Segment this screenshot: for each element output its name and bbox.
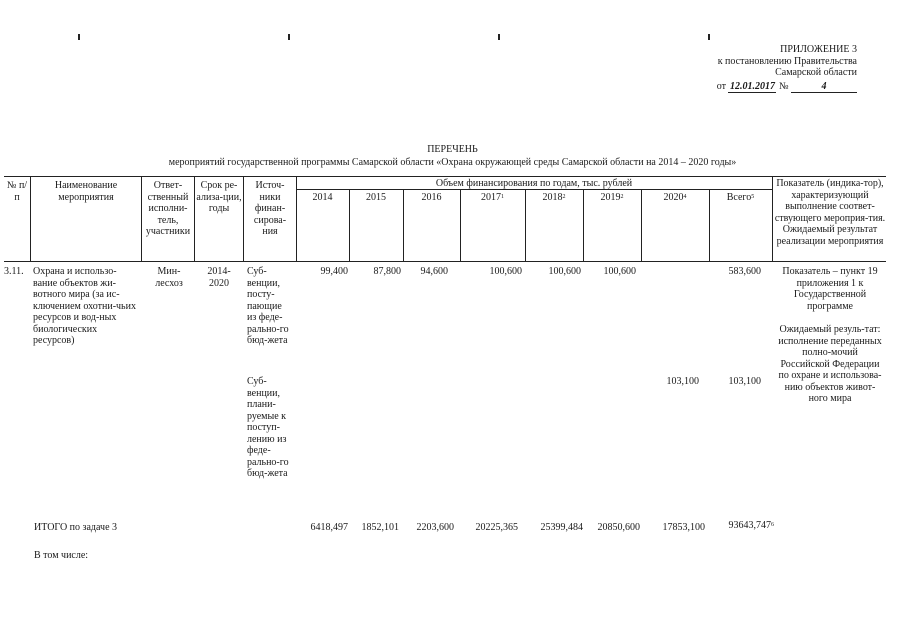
row-value-total: 583,600: [728, 266, 761, 277]
scan-mark: [288, 34, 290, 40]
total-value: 2203,600: [416, 522, 454, 533]
header-indicator: Показатель (индика-тор), характеризующий выполнение соответ-ствующего мероприя-тия. Ожидаемый результат реализации мероприятия: [774, 178, 886, 247]
row-source-2: Суб-венции, плани-руемые к поступ-лению из феде-рально-го бюд-жета: [247, 376, 289, 479]
total-value: 20850,600: [597, 522, 640, 533]
col-line: [243, 176, 244, 262]
row-value-2-total: 103,100: [728, 376, 761, 387]
col-line: [194, 176, 195, 262]
total-sum: 93643,747$^6$: [728, 520, 774, 531]
header-bottom-border: [4, 261, 886, 262]
row-value: 100,600: [489, 266, 522, 277]
number-value: 4: [791, 81, 857, 94]
appendix-line3: Самарской области: [775, 67, 857, 78]
row-value: 100,600: [548, 266, 581, 277]
header-year: 2017$^1$: [481, 192, 504, 203]
row-indicator-2: Ожидаемый резуль-тат: исполнение переданных полно-мочий Российской Федерации по охране и использова-нию объектов живот-ного мира: [778, 324, 882, 404]
including-label: В том числе:: [34, 550, 89, 561]
row-name: Охрана и использо-вание объектов жи-вотного мира (за ис-ключением охотни-чьих ресурсов и вод-ных биологических ресурсов): [33, 266, 136, 346]
header-year: 2016: [421, 192, 442, 203]
row-no: 3.11.: [4, 266, 24, 277]
scan-mark: [708, 34, 710, 40]
table-top-border: [4, 176, 886, 177]
total-value: 20225,365: [475, 522, 518, 533]
header-responsible: Ответ-ственный исполни-тель, участники: [145, 180, 191, 237]
row-value: 94,600: [420, 266, 448, 277]
header-year: 2015: [366, 192, 386, 203]
header-no: № п/п: [6, 180, 28, 203]
row-term: 2014-2020: [207, 266, 231, 289]
header-name: Наименование мероприятия: [54, 180, 118, 203]
row-value: 99,400: [320, 266, 348, 277]
header-year: 2018$^2$: [542, 192, 566, 203]
scan-mark: [498, 34, 500, 40]
title-main: ПЕРЕЧЕНЬ: [427, 144, 478, 155]
total-value: 6418,497: [310, 522, 348, 533]
appendix-header: [717, 44, 857, 93]
scan-mark: [78, 34, 80, 40]
row-indicator-1: Показатель – пункт 19 приложения 1 к Государственной программе: [782, 266, 878, 312]
header-total: Всего$^5$: [726, 192, 755, 203]
total-value: 25399,484: [540, 522, 583, 533]
row-responsible: Мин-лесхоз: [155, 266, 183, 289]
date-value: 12.01.2017: [729, 80, 775, 92]
col-line: [30, 176, 31, 262]
appendix-line2: к постановлению Правительства: [717, 55, 857, 67]
header-year: 2019$^2$: [600, 192, 624, 203]
col-line: [772, 176, 773, 262]
appendix-date-line: [717, 81, 857, 94]
col-line: [141, 176, 142, 262]
appendix-title: ПРИЛОЖЕНИЕ 3: [780, 44, 857, 55]
total-label: ИТОГО по задаче 3: [34, 522, 118, 533]
header-term: Срок ре-ализа-ции, годы: [196, 180, 242, 214]
title-sub: мероприятий государственной программы Самарской области «Охрана окружающей среды Самарской области на 2014 – 2020 годы»: [168, 157, 737, 168]
document-title: [0, 143, 905, 169]
row-value: 100,600: [603, 266, 636, 277]
number-sign: №: [778, 80, 789, 92]
row-value: 87,800: [373, 266, 401, 277]
row-source-1: Суб-венции, посту-пающие из феде-рально-го бюд-жета: [247, 266, 289, 346]
header-source: Источ-ники финан-сирова-ния: [253, 180, 287, 237]
row-value-2: 103,100: [666, 376, 699, 387]
header-year: 2020$^4$: [663, 192, 687, 203]
total-value: 1852,101: [361, 522, 399, 533]
header-funding: Объем финансирования по годам, тыс. рублей: [435, 178, 633, 189]
total-value: 17853,100: [662, 522, 705, 533]
date-prefix: от: [716, 80, 726, 92]
header-year: 2014: [312, 192, 333, 203]
